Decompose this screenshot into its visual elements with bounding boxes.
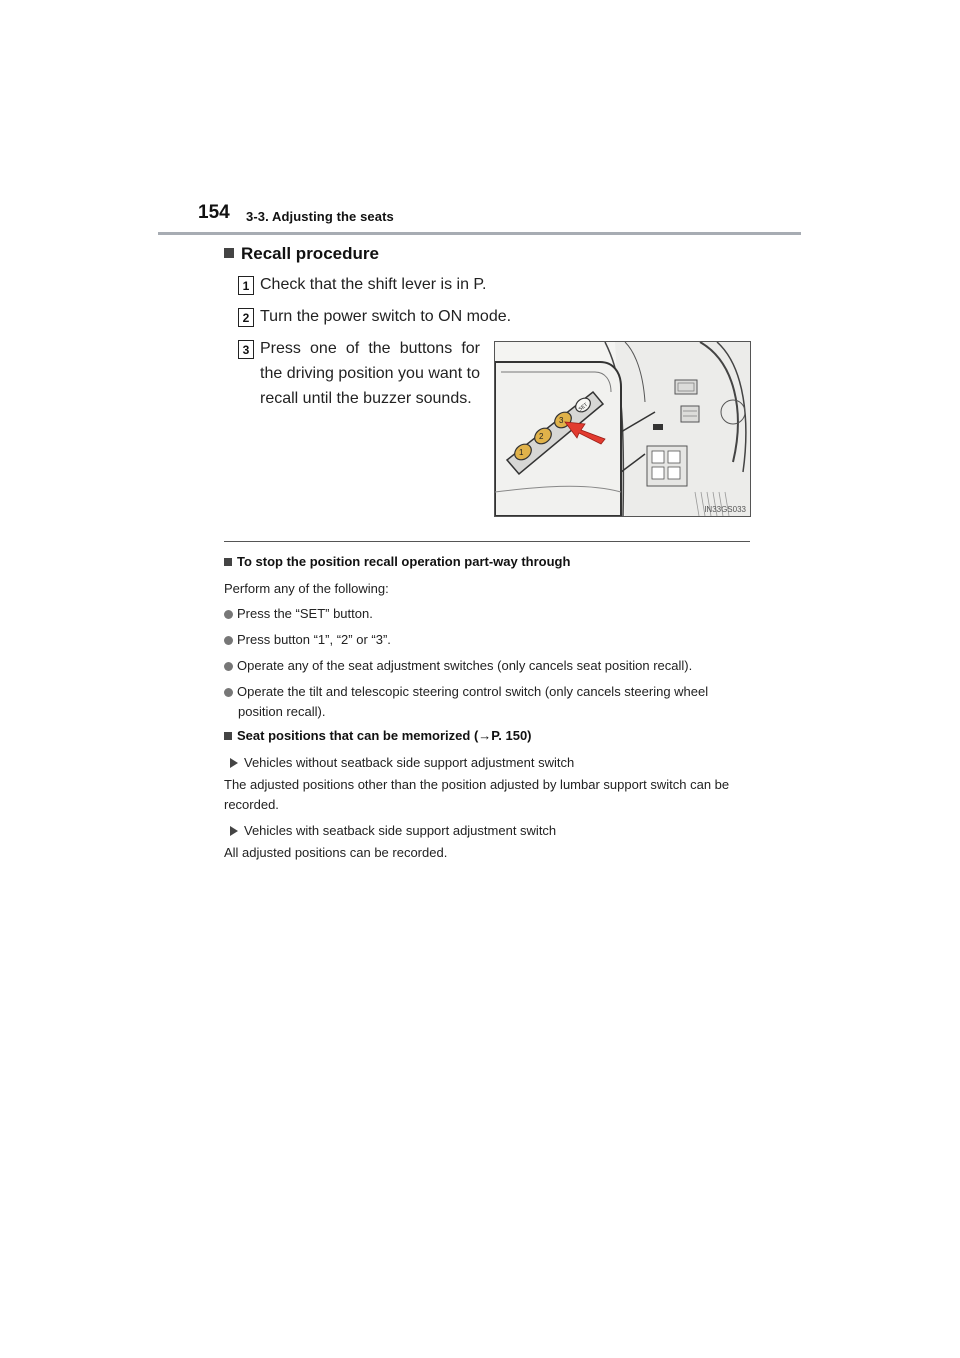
step-number-1: 1 [238,276,254,295]
memorized-positions-heading: Seat positions that can be memorized (→P. 150) [224,728,532,743]
stop-bullet-1: Press the “SET” button. [224,604,373,624]
triangle-bullet-icon [230,826,238,836]
step-number-3: 3 [238,340,254,359]
memorized-label-2: Vehicles with seatback side support adjustment switch [230,821,556,841]
memory-buttons-illustration [494,341,751,517]
stop-recall-heading: To stop the position recall operation part-way through [224,554,570,569]
button-label-3: 3 [559,416,564,425]
bullet-dot-icon [224,636,233,645]
square-bullet-icon [224,558,232,566]
header-rule [158,232,801,235]
bullet-dot-icon [224,688,233,697]
memorized-text-2: All adjusted positions can be recorded. [224,845,448,860]
square-bullet-icon [224,732,232,740]
page-number: 154 [198,202,230,223]
figure-caption: IN33GS033 [704,505,746,514]
set-label: SET [577,401,590,413]
button-label-2: 2 [539,432,544,441]
button-label-1: 1 [519,448,524,457]
step-text-1: Check that the shift lever is in P. [260,276,487,293]
step-text-3: Press one of the buttons for the driving position you want to recall until the buzzer sounds. [260,340,480,407]
memorized-label-1: Vehicles without seatback side support adjustment switch [230,753,574,773]
stop-bullet-3: Operate any of the seat adjustment switches (only cancels seat position recall). [224,656,692,676]
stop-bullet-2: Press button “1”, “2” or “3”. [224,630,391,650]
section-title: 3-3. Adjusting the seats [246,209,394,224]
stop-recall-intro: Perform any of the following: [224,581,389,596]
memorized-text-1: The adjusted positions other than the position adjusted by lumbar support switch can be recorded. [224,777,730,812]
square-bullet-icon [224,248,234,258]
triangle-bullet-icon [230,758,238,768]
recall-heading: Recall procedure [224,244,379,264]
bullet-dot-icon [224,610,233,619]
notes-divider [224,541,750,542]
step-number-2: 2 [238,308,254,327]
stop-bullet-4: Operate the tilt and telescopic steering control switch (only cancels steering wheel position recall). [224,682,754,722]
bullet-dot-icon [224,662,233,671]
door-panel-drawing [495,342,750,516]
step-text-2: Turn the power switch to ON mode. [260,308,512,325]
